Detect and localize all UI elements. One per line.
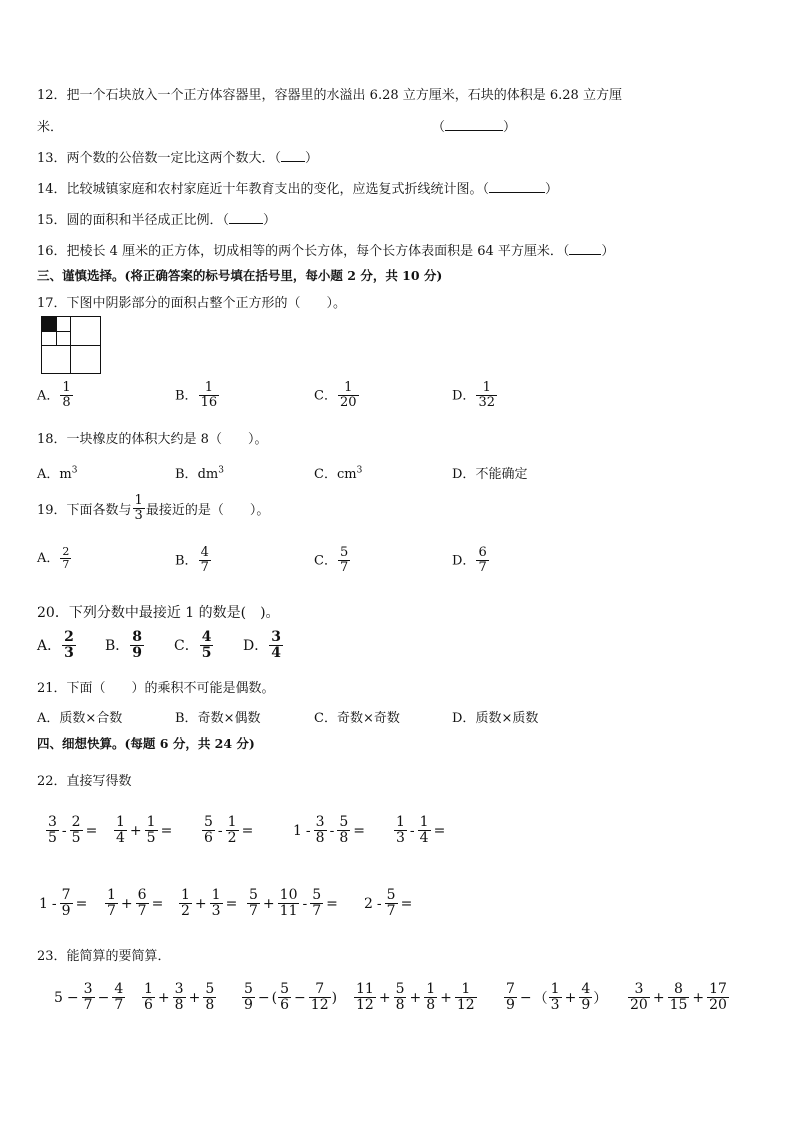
shaded-square-figure <box>41 316 101 374</box>
simplify-expression: $\frac{11}{12}$ + $\frac{5}{8}$ + $\frac{1}{8}$ + $\frac{1}{12}$ <box>356 981 475 1014</box>
answer-blank[interactable] <box>281 149 305 162</box>
question-12-answer[interactable]: （ ） <box>432 120 517 135</box>
question-21: 21．下面（ ）的乘积不可能是偶数。 <box>37 681 275 696</box>
question-16: 16．把棱长 4 厘米的正方体，切成相等的两个长方体，每个长方体表面积是 64 平方厘米．（ ） <box>37 244 615 259</box>
q17-option-b[interactable]: B． $\frac{1}{16}$ <box>175 380 218 411</box>
question-18: 18．一块橡皮的体积大约是 8（ ）。 <box>37 432 268 447</box>
answer-blank[interactable] <box>569 242 601 255</box>
question-19: 19．下面各数与 $\frac{1}{3}$ 最接近的是（ ）。 <box>37 493 270 524</box>
q20-option-b[interactable]: B． $\frac{8}{9}$ <box>105 629 143 662</box>
calc-expression: 1 - $\frac{3}{8}$ - $\frac{5}{8}$ = <box>293 814 365 847</box>
q20-option-d[interactable]: D． $\frac{3}{4}$ <box>243 629 281 662</box>
question-22: 22．直接写得数 <box>37 774 132 789</box>
question-17: 17．下图中阴影部分的面积占整个正方形的（ ）。 <box>37 296 347 311</box>
q21-option-d[interactable]: D．质数×质数 <box>452 711 539 726</box>
question-13: 13．两个数的公倍数一定比这两个数大．（ ） <box>37 151 319 166</box>
question-23: 23．能简算的要简算． <box>37 949 171 964</box>
q21-option-a[interactable]: A．质数×合数 <box>37 711 123 726</box>
answer-blank[interactable] <box>445 118 503 131</box>
answer-blank[interactable] <box>229 211 263 224</box>
section-4-heading: 四、细想快算。(每题 6 分，共 24 分) <box>37 736 255 751</box>
calc-expression: 1 - $\frac{7}{9}$ = <box>39 887 88 920</box>
calc-expression: $\frac{1}{7}$ + $\frac{6}{7}$ = <box>107 887 164 920</box>
answer-blank[interactable] <box>489 180 545 193</box>
calc-expression: $\frac{5}{6}$ - $\frac{1}{2}$ = <box>204 814 254 847</box>
q21-option-c[interactable]: C．奇数×奇数 <box>314 711 400 726</box>
calc-expression: $\frac{1}{2}$ + $\frac{1}{3}$ = <box>181 887 238 920</box>
simplify-expression: $\frac{3}{20}$ + $\frac{8}{15}$ + $\frac{17}{20}$ <box>630 981 727 1014</box>
question-12-line1: 12．把一个石块放入一个正方体容器里，容器里的水溢出 6.28 立方厘米，石块的体积是 6.28 立方厘 <box>37 88 622 103</box>
shaded-cell <box>42 317 56 331</box>
q17-option-a[interactable]: A． $\frac{1}{8}$ <box>37 380 71 411</box>
q19-option-b[interactable]: B． $\frac{4}{7}$ <box>175 545 209 576</box>
section-3-heading: 三、谨慎选择。(将正确答案的标号填在括号里，每小题 2 分，共 10 分) <box>37 268 443 283</box>
q20-option-a[interactable]: A． $\frac{2}{3}$ <box>37 629 74 662</box>
q19-option-d[interactable]: D． $\frac{6}{7}$ <box>452 545 487 576</box>
q18-option-b[interactable]: B．$dm^3$ <box>175 465 224 482</box>
q21-option-b[interactable]: B．奇数×偶数 <box>175 711 261 726</box>
simplify-expression: 5 − $\frac{3}{7}$ − $\frac{4}{7}$ <box>54 981 124 1014</box>
question-20: 20．下列分数中最接近 1 的数是( )。 <box>37 605 280 621</box>
question-15: 15．圆的面积和半径成正比例．（ ） <box>37 213 277 228</box>
calc-expression: $\frac{1}{3}$ - $\frac{1}{4}$ = <box>396 814 446 847</box>
calc-expression: $\frac{3}{5}$ - $\frac{2}{5}$ = <box>48 814 98 847</box>
calc-expression: $\frac{1}{4}$ + $\frac{1}{5}$ = <box>116 814 173 847</box>
q19-option-a[interactable]: A． $\frac{2}{7}$ <box>37 545 70 572</box>
question-12-line2: 米． <box>37 120 64 135</box>
q18-option-d[interactable]: D．不能确定 <box>452 467 528 482</box>
q18-option-a[interactable]: A．$m^3$ <box>37 465 78 482</box>
calc-expression: 2 - $\frac{5}{7}$ = <box>364 887 413 920</box>
q18-option-c[interactable]: C．$cm^3$ <box>314 465 363 482</box>
calc-expression: $\frac{5}{7}$ + $\frac{10}{11}$ - $\frac{5}{7}$ = <box>249 887 338 920</box>
q20-option-c[interactable]: C． $\frac{4}{5}$ <box>174 629 212 662</box>
question-14: 14．比较城镇家庭和农村家庭近十年教育支出的变化，应选复式折线统计图。（ ） <box>37 182 559 197</box>
q17-option-d[interactable]: D． $\frac{1}{32}$ <box>452 380 495 411</box>
simplify-expression: $\frac{1}{6}$ + $\frac{3}{8}$ + $\frac{5}{8}$ <box>144 981 215 1014</box>
q17-option-c[interactable]: C． $\frac{1}{20}$ <box>314 380 357 411</box>
simplify-expression: $\frac{7}{9}$ − （ $\frac{1}{3}$ + $\frac{4}{9}$ ） <box>506 981 608 1014</box>
simplify-expression: $\frac{5}{9}$ − ( $\frac{5}{6}$ − $\frac{7}{12}$ ) <box>244 981 338 1014</box>
q19-option-c[interactable]: C． $\frac{5}{7}$ <box>314 545 349 576</box>
